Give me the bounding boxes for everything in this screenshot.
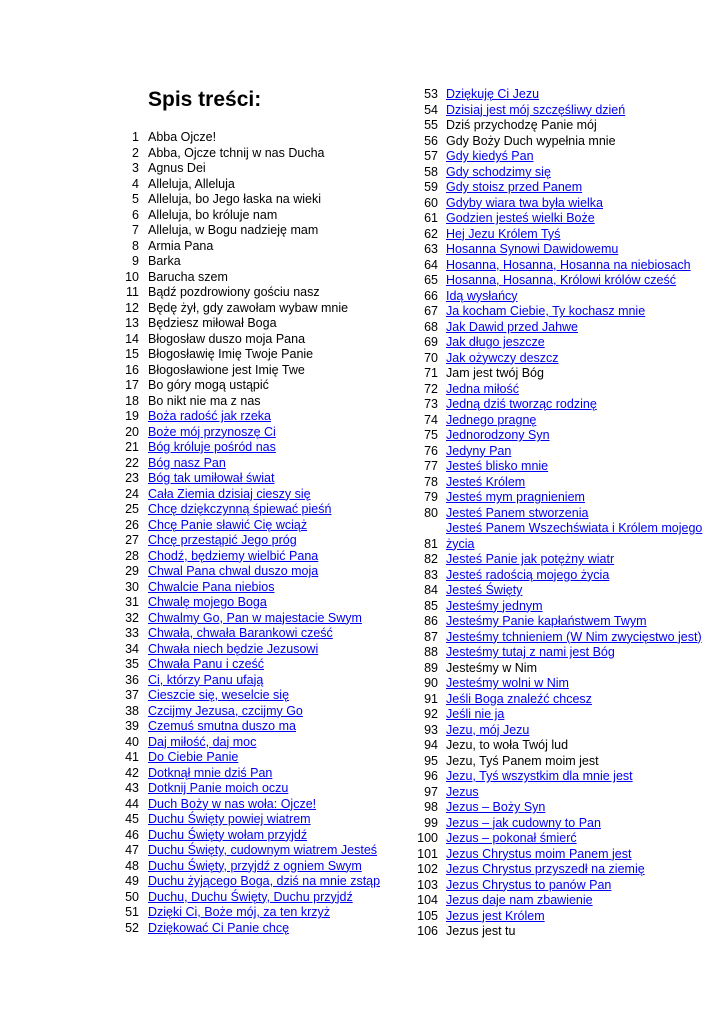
- toc-entry-number: 32: [125, 610, 139, 625]
- toc-entry-number: 95: [424, 753, 438, 768]
- toc-entry-link[interactable]: Godzien jesteś wielki Boże: [446, 211, 595, 225]
- toc-entry-title: Alleluja, w Bogu nadzieję mam: [148, 223, 319, 237]
- toc-entry-line[interactable]: Jesteś Panem Wszechświata i Królem mojego: [446, 521, 703, 535]
- toc-entry-number: 68: [424, 319, 438, 334]
- toc-entry-link[interactable]: Jesteś blisko mnie: [446, 459, 549, 473]
- toc-entry-link[interactable]: Jesteś radością mojego życia: [446, 567, 610, 582]
- toc-entry-number: 105: [417, 908, 438, 923]
- toc-entry-number: 104: [417, 893, 438, 907]
- toc-entry-number: 52: [125, 920, 139, 935]
- toc-entry-title: Armia Pana: [148, 238, 214, 253]
- toc-entry-link[interactable]: Dziękuję Ci Jezu: [446, 87, 540, 101]
- toc-entry-number: 101: [417, 846, 438, 861]
- toc-entry-title: Jesteśmy w Nim: [446, 660, 537, 675]
- toc-entry-number: 102: [417, 862, 438, 876]
- toc-entry-number: 94: [424, 738, 438, 752]
- toc-entry-number: 7: [132, 223, 139, 237]
- toc-entry-title: Jam jest twój Bóg: [446, 366, 544, 380]
- toc-entry-line[interactable]: życia: [446, 536, 475, 551]
- toc-entry-number: 21: [125, 440, 139, 454]
- toc-entry-link[interactable]: Jeśli Boga znaleźć chcesz: [446, 691, 592, 706]
- toc-entry-number: 27: [125, 533, 139, 547]
- toc-entry-link[interactable]: Dotknij Panie moich oczu: [148, 781, 289, 795]
- toc-entry-link[interactable]: Czcijmy Jezusa, czcijmy Go: [148, 703, 303, 718]
- toc-entry-link[interactable]: Boża radość jak rzeka: [148, 409, 271, 423]
- toc-entry-number: 5: [132, 192, 139, 206]
- toc-entry-number: 30: [125, 579, 139, 594]
- toc-entry-number: 77: [424, 459, 438, 473]
- toc-entry-number: 33: [125, 626, 139, 640]
- toc-entry-number: 92: [424, 707, 438, 721]
- toc-entry-title: Jezus jest tu: [446, 924, 516, 938]
- toc-entry-link[interactable]: Jak ożywczy deszcz: [446, 350, 559, 365]
- toc-entry-link[interactable]: Chwalcie Pana niebios: [148, 579, 275, 594]
- toc-entry-number: 89: [424, 660, 438, 675]
- toc-entry-link[interactable]: Daj miłość, daj moc: [148, 734, 257, 749]
- toc-entry-number: 103: [417, 877, 438, 892]
- toc-entry-link[interactable]: Jezu, mój Jezu: [446, 722, 530, 737]
- toc-entry-title: Będziesz miłował Boga: [148, 316, 277, 330]
- toc-entry-number: 91: [424, 691, 438, 706]
- toc-entry-number: 23: [125, 471, 139, 485]
- toc-entry-number: 40: [125, 734, 139, 749]
- toc-entry-number: 18: [125, 393, 139, 408]
- toc-entry-number: 43: [125, 781, 139, 795]
- toc-entry-link[interactable]: Chwała niech będzie Jezusowi: [148, 641, 319, 656]
- toc-entry-number: 82: [424, 552, 438, 566]
- toc-entry-number: 37: [125, 688, 139, 702]
- toc-entry-link[interactable]: Jesteś mym pragnieniem: [446, 490, 585, 504]
- toc-entry-number: 11: [126, 285, 139, 299]
- page-title: Spis treści:: [148, 88, 262, 111]
- toc-entry-number: 17: [125, 378, 139, 392]
- toc-entry-number: 1: [132, 130, 139, 144]
- toc-entry-title: Barka: [148, 254, 181, 268]
- toc-entry-link[interactable]: Chodź, będziemy wielbić Pana: [148, 548, 319, 563]
- toc-entry-number: 86: [424, 614, 438, 628]
- toc-entry-link[interactable]: Chwała Panu i cześć: [148, 657, 265, 671]
- toc-entry-link[interactable]: Ci, którzy Panu ufają: [148, 672, 264, 687]
- toc-entry-link[interactable]: Jesteś Panem stworzenia: [446, 505, 589, 520]
- toc-entry-link[interactable]: Jezus – pokonał śmierć: [446, 831, 577, 845]
- toc-entry-number: 28: [125, 548, 139, 563]
- toc-entry-link[interactable]: Jezus Chrystus moim Panem jest: [446, 846, 632, 861]
- toc-entry-link[interactable]: Czemuś smutna duszo ma: [148, 719, 296, 733]
- toc-entry-title: Alleluja, bo króluje nam: [148, 207, 278, 222]
- toc-entry-number: 41: [125, 750, 139, 764]
- toc-entry-link[interactable]: Jezus – Boży Syn: [446, 800, 546, 814]
- toc-entry-number: 80: [424, 505, 438, 520]
- toc-entry-number: 76: [424, 443, 438, 458]
- toc-entry-link[interactable]: Dziękować Ci Panie chcę: [148, 920, 290, 935]
- toc-entry-title: Bo góry mogą ustąpić: [148, 378, 269, 392]
- toc-entry-link[interactable]: Duchu Święty wołam przyjdź: [148, 827, 308, 842]
- toc-entry-number: 26: [125, 517, 139, 532]
- toc-entry-link[interactable]: Jesteś Panie jak potężny wiatr: [446, 552, 615, 566]
- toc-entry-link[interactable]: Jak Dawid przed Jahwe: [446, 319, 579, 334]
- toc-entry-number: 12: [125, 300, 139, 315]
- toc-entry-link[interactable]: Chcę przestąpić Jego próg: [148, 533, 297, 547]
- toc-entry-number: 106: [417, 924, 438, 938]
- toc-entry-link[interactable]: Jesteśmy wolni w Nim: [446, 676, 569, 690]
- toc-entry-number: 96: [424, 769, 438, 783]
- toc-entry-link[interactable]: Jak długo jeszcze: [446, 335, 545, 349]
- toc-entry-number: 62: [424, 226, 438, 241]
- toc-entry-link[interactable]: Duchu, Duchu Święty, Duchu przyjdź: [148, 889, 353, 904]
- toc-entry-number: 79: [424, 490, 438, 504]
- toc-entry-link[interactable]: Bóg nasz Pan: [148, 455, 226, 470]
- toc-entry-link[interactable]: Cieszcie się, weselcie się: [148, 688, 290, 702]
- toc-entry-link[interactable]: Idą wysłańcy: [446, 288, 518, 303]
- toc-entry-number: 54: [424, 102, 438, 117]
- toc-entry-number: 3: [132, 161, 139, 175]
- toc-entry-title: Dziś przychodzę Panie mój: [446, 118, 597, 132]
- toc-entry-number: 90: [424, 676, 438, 690]
- toc-entry-link[interactable]: Dotknął mnie dziś Pan: [148, 765, 273, 780]
- toc-entry-link[interactable]: Jednego pragnę: [446, 412, 537, 427]
- toc-entry-number: 22: [125, 455, 139, 470]
- toc-entry-title: Błogosławione jest Imię Twe: [148, 362, 305, 377]
- toc-entry-link[interactable]: Jezus Chrystus to panów Pan: [446, 877, 612, 892]
- toc-entry-number: 83: [424, 567, 438, 582]
- toc-entry-title: Agnus Dei: [148, 161, 206, 175]
- toc-entry-number: 51: [125, 905, 139, 919]
- toc-entry-link[interactable]: Bóg króluje pośród nas: [148, 440, 276, 454]
- toc-entry-link[interactable]: Jedną dziś tworząc rodzinę: [446, 397, 597, 411]
- toc-entry-number: 64: [424, 257, 438, 272]
- toc-entry-number: 6: [132, 207, 139, 222]
- toc-entry-link[interactable]: Gdyby wiara twa była wielka: [446, 195, 604, 210]
- toc-entry-title: Będę żył, gdy zawołam wybaw mnie: [148, 300, 349, 315]
- toc-entry-number: 93: [424, 722, 438, 737]
- toc-entry-number: 42: [125, 765, 139, 780]
- toc-entry-number: 57: [424, 149, 438, 163]
- toc-entry-number: 85: [424, 598, 438, 613]
- toc-entry-number: 70: [424, 350, 438, 365]
- toc-entry-number: 48: [125, 858, 139, 873]
- toc-entry-link[interactable]: Bóg tak umiłował świat: [148, 471, 275, 485]
- toc-entry-number: 67: [424, 304, 438, 318]
- toc-entry-link[interactable]: Dzisiaj jest mój szczęśliwy dzień: [446, 102, 626, 117]
- toc-entry-number: 29: [125, 564, 139, 578]
- toc-entry-number: 19: [125, 409, 139, 423]
- toc-entry-link[interactable]: [446, 521, 702, 552]
- toc-entry-link[interactable]: Jezus daje nam zbawienie: [446, 893, 593, 907]
- toc-entry-number: 61: [424, 211, 438, 225]
- toc-entry-link[interactable]: Jedna miłość: [446, 381, 519, 396]
- toc-entry-number: 72: [424, 381, 438, 396]
- toc-entry-number: 46: [125, 827, 139, 842]
- toc-entry-link[interactable]: Chcę Panie sławić Cię wciąż: [148, 517, 308, 532]
- toc-entry-title: Alleluja, bo Jego łaska na wieki: [148, 192, 322, 206]
- toc-entry-number: 53: [424, 87, 438, 101]
- toc-entry-link[interactable]: Jesteś Święty: [446, 583, 523, 597]
- toc-entry-link[interactable]: Jednorodzony Syn: [446, 428, 550, 442]
- toc-entry-number: 55: [424, 118, 438, 132]
- toc-entry-number: 63: [424, 242, 438, 256]
- toc-entry-link[interactable]: Jesteśmy tutaj z nami jest Bóg: [446, 645, 615, 659]
- toc-entry-link[interactable]: Jesteś Królem: [446, 474, 526, 489]
- toc-entry-number: 87: [424, 629, 438, 644]
- toc-entry-number: 38: [125, 703, 139, 718]
- toc-entry-link[interactable]: Jesteśmy Panie kapłaństwem Twym: [446, 614, 647, 628]
- toc-entry-number: 58: [424, 164, 438, 179]
- toc-entry-number: 47: [125, 843, 139, 857]
- toc-entry-title: Błogosławię Imię Twoje Panie: [148, 347, 314, 361]
- toc-entry-link[interactable]: Duchu Święty powiej wiatrem: [148, 812, 311, 826]
- toc-entry-number: 44: [125, 796, 139, 811]
- toc-entry-number: 99: [424, 815, 438, 830]
- toc-entry-link[interactable]: Hosanna, Hosanna, Królowi królów cześć: [446, 273, 676, 287]
- toc-entry-number: 36: [125, 672, 139, 687]
- toc-entry-link[interactable]: Jedyny Pan: [446, 443, 512, 458]
- toc-entry-number: 74: [424, 412, 438, 427]
- toc-entry-number: 97: [424, 784, 438, 799]
- toc-entry-link[interactable]: Chwalmy Go, Pan w majestacie Swym: [148, 610, 362, 625]
- toc-entry-number: 14: [125, 331, 139, 346]
- toc-entry-link[interactable]: Dzięki Ci, Boże mój, za ten krzyż: [148, 905, 330, 919]
- toc-entry-number: 69: [424, 335, 438, 349]
- toc-entry-link[interactable]: Gdy schodzimy się: [446, 164, 551, 179]
- toc-entry-title: Abba, Ojcze tchnij w nas Ducha: [148, 145, 325, 160]
- toc-entry-number: 39: [125, 719, 139, 733]
- toc-entry-link[interactable]: Jesteśmy jednym: [446, 598, 543, 613]
- toc-entry-number: 98: [424, 800, 438, 814]
- toc-entry-link[interactable]: Chwalę mojego Boga: [148, 595, 267, 609]
- toc-entry-title: Bądź pozdrowiony gościu nasz: [148, 285, 320, 299]
- toc-entry-number: 75: [424, 428, 438, 442]
- toc-entry-title: Bo nikt nie ma z nas: [148, 393, 261, 408]
- toc-entry-link[interactable]: Jezus: [446, 784, 479, 799]
- toc-entry-number: 45: [125, 812, 139, 826]
- toc-entry-title: Jezu, Tyś Panem moim jest: [446, 753, 599, 768]
- toc-entry-number: 25: [125, 502, 139, 516]
- toc-entry-link[interactable]: Hosanna, Hosanna, Hosanna na niebiosach: [446, 257, 691, 272]
- toc-entry-link[interactable]: Chwal Pana chwal duszo moja: [148, 564, 319, 578]
- toc-entry-number: 20: [125, 424, 139, 439]
- toc-entry-number: 16: [125, 362, 139, 377]
- toc-entry-link[interactable]: Cała Ziemia dzisiaj cieszy się: [148, 486, 311, 501]
- toc-entry-title: Błogosław duszo moja Pana: [148, 331, 306, 346]
- toc-entry-link[interactable]: Jezus – jak cudowny to Pan: [446, 815, 601, 830]
- toc-entry-number: 13: [125, 316, 139, 330]
- toc-entry-number: 10: [125, 269, 139, 284]
- toc-entry-link[interactable]: Ja kocham Ciebie, Ty kochasz mnie: [446, 304, 646, 318]
- toc-entry-number: 88: [424, 645, 438, 659]
- toc-entry-number: 4: [132, 176, 139, 191]
- toc-entry-link[interactable]: Jezu, Tyś wszystkim dla mnie jest: [446, 769, 633, 783]
- toc-entry-number: 73: [424, 397, 438, 411]
- toc-entry-number: 2: [132, 145, 139, 160]
- toc-entry-link[interactable]: Chcę dziękczynną śpiewać pieśń: [148, 502, 332, 516]
- toc-entry-number: 34: [125, 641, 139, 656]
- toc-entry-number: 56: [424, 133, 438, 148]
- toc-entry-title: Abba Ojcze!: [148, 130, 217, 144]
- toc-entry-link[interactable]: Hosanna Synowi Dawidowemu: [446, 242, 619, 256]
- toc-entry-link[interactable]: Jeśli nie ja: [446, 707, 505, 721]
- toc-entry-title: Barucha szem: [148, 269, 228, 284]
- toc-entry-number: 35: [125, 657, 139, 671]
- toc-entry-number: 8: [132, 238, 139, 253]
- toc-entry-number: 84: [424, 583, 438, 597]
- toc-entry-title: Gdy Boży Duch wypełnia mnie: [446, 133, 616, 148]
- toc-entry-link[interactable]: Chwała, chwała Barankowi cześć: [148, 626, 333, 640]
- toc-entry-link[interactable]: Jezus Chrystus przyszedł na ziemię: [446, 862, 645, 876]
- toc-entry-link[interactable]: Hej Jezu Królem Tyś: [446, 226, 561, 241]
- toc-entry-link[interactable]: Jesteśmy tchnieniem (W Nim zwycięstwo jest): [446, 629, 702, 644]
- toc-entry-number: 66: [424, 288, 438, 303]
- toc-entry-link[interactable]: Duchu żyjącego Boga, dziś na mnie zstąp: [148, 874, 381, 888]
- toc-entry-number: 9: [132, 254, 139, 268]
- toc-entry-link[interactable]: Duchu Święty, cudownym wiatrem Jesteś: [148, 843, 378, 857]
- toc-entry-number: 59: [424, 180, 438, 194]
- toc-entry-number: 50: [125, 889, 139, 904]
- toc-entry-link[interactable]: Duch Boży w nas woła: Ojcze!: [148, 796, 317, 811]
- toc-entry-link[interactable]: Duchu Święty, przyjdź z ogniem Swym: [148, 858, 362, 873]
- toc-entry-number: 15: [125, 347, 139, 361]
- toc-entry-link[interactable]: Jezus jest Królem: [446, 908, 545, 923]
- toc-entry-link[interactable]: Gdy kiedyś Pan: [446, 149, 534, 163]
- toc-entry-number: 65: [424, 273, 438, 287]
- toc-entry-link[interactable]: Boże mój przynoszę Ci: [148, 424, 276, 439]
- toc-entry-number: 71: [424, 366, 438, 380]
- toc-entry-link[interactable]: Gdy stoisz przed Panem: [446, 180, 583, 194]
- toc-entry-number: 24: [125, 486, 139, 501]
- toc-entry-number: 100: [417, 831, 438, 845]
- toc-entry-number: 81: [424, 536, 438, 551]
- toc-entry-number: 31: [125, 595, 139, 609]
- toc-entry-number: 49: [125, 874, 139, 888]
- toc-entry-link[interactable]: Do Ciebie Panie: [148, 750, 239, 764]
- toc-entry-title: Alleluja, Alleluja: [148, 176, 235, 191]
- toc-entry-number: 60: [424, 195, 438, 210]
- toc-entry-number: 78: [424, 474, 438, 489]
- toc-entry-title: Jezu, to woła Twój lud: [446, 738, 569, 752]
